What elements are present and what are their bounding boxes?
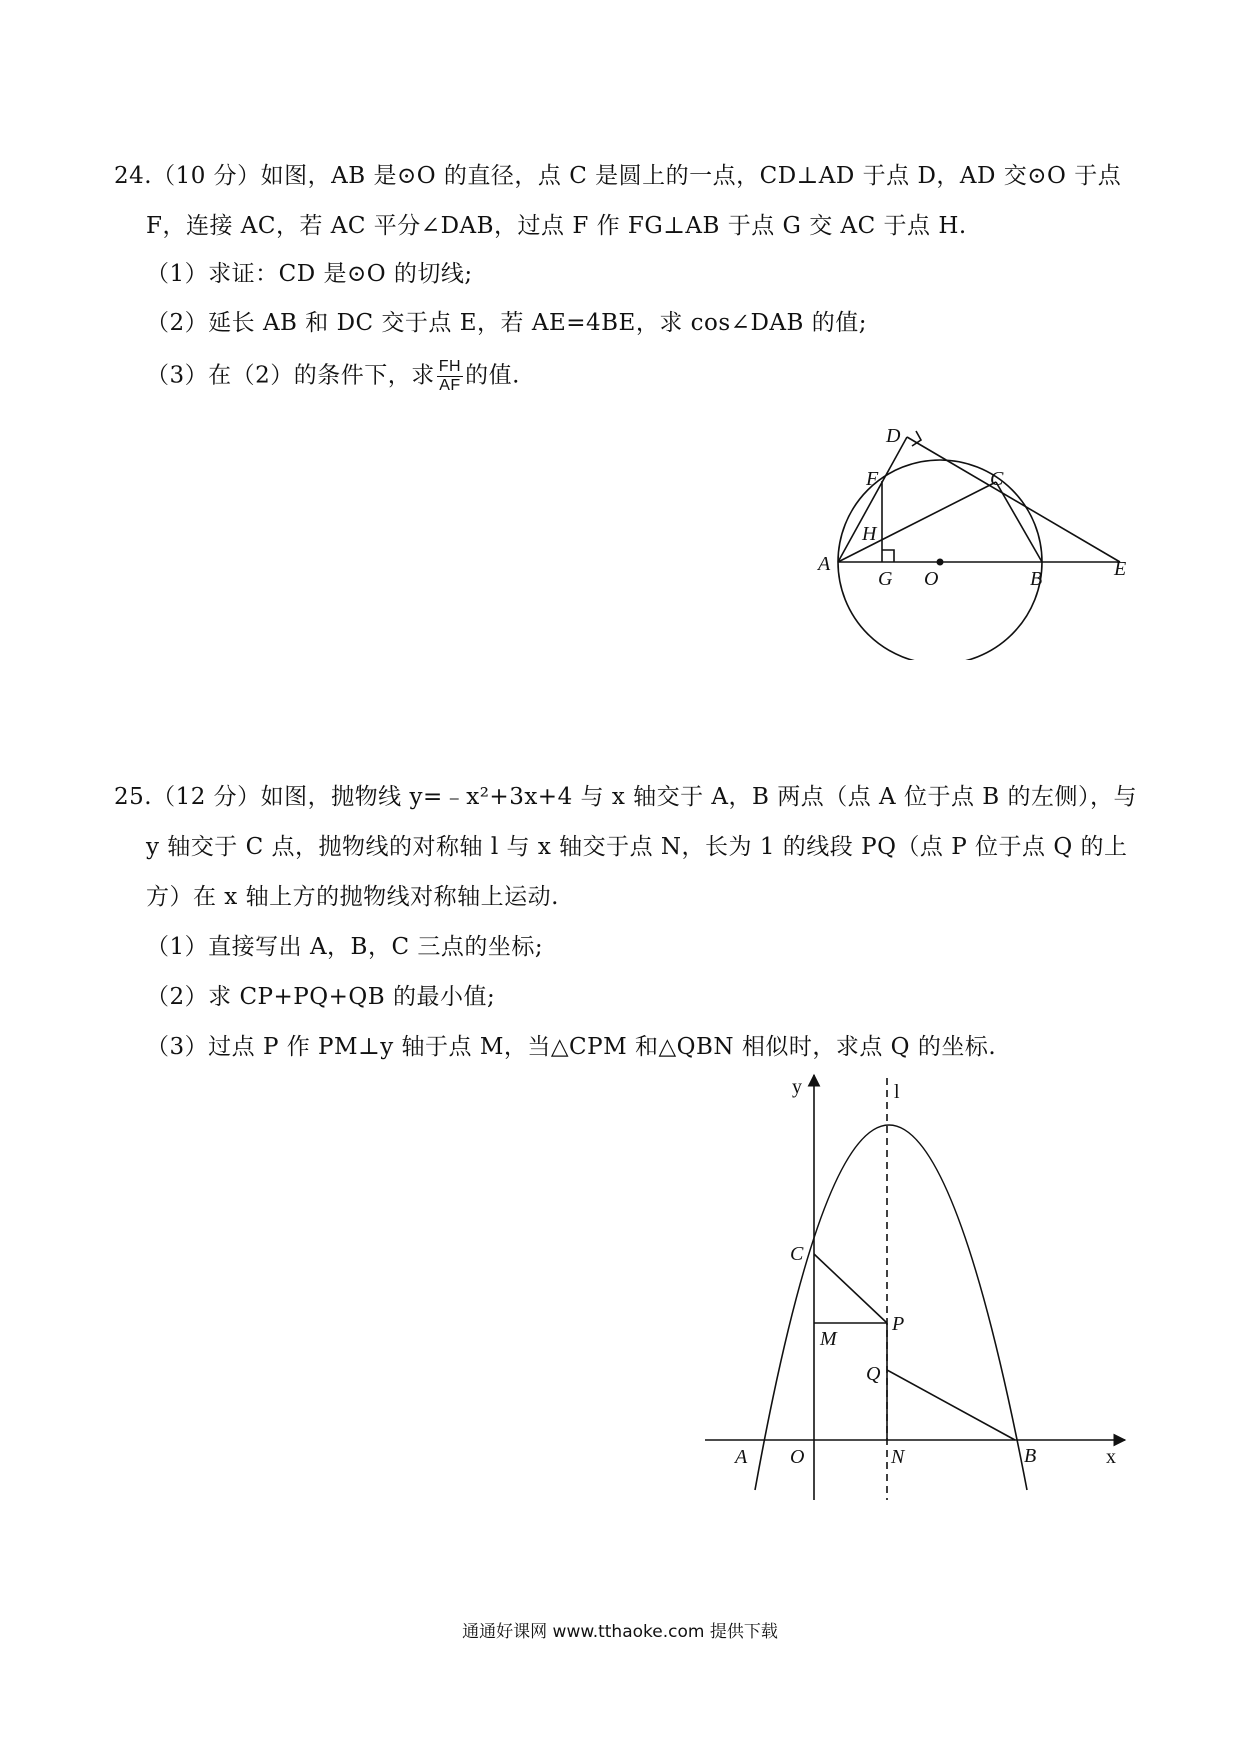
q25-stem-line2: y 轴交于 C 点，抛物线的对称轴 l 与 x 轴交于点 N，长为 1 的线段 PQ（点 P 位于点 Q 的上	[146, 834, 1128, 860]
q25-figure	[700, 1065, 1140, 1515]
q24-stem-line1: 24.（10 分）如图，AB 是⊙O 的直径，点 C 是圆上的一点，CD⊥AD 于点 D，AD 交⊙O 于点	[114, 163, 1122, 189]
segment-qb	[887, 1370, 1015, 1440]
q25-stem-line3: 方）在 x 轴上方的抛物线对称轴上运动.	[146, 884, 559, 910]
label-f: F	[866, 468, 879, 490]
label-l: l	[894, 1081, 900, 1103]
q24-part1: （1）求证：CD 是⊙O 的切线;	[146, 261, 473, 287]
q25-parabola-diagram	[700, 1065, 1140, 1515]
fraction-fh-af	[437, 358, 463, 395]
label-h: H	[862, 523, 877, 545]
line-cb	[996, 482, 1042, 562]
label-g: G	[878, 568, 893, 590]
q24-part3-suffix: 的值.	[465, 362, 520, 389]
q24-part3	[146, 358, 520, 395]
center-point-o	[937, 559, 944, 566]
q25-part1: （1）直接写出 A，B，C 三点的坐标;	[146, 934, 544, 960]
label-o: O	[790, 1446, 805, 1468]
label-n: N	[891, 1446, 905, 1468]
label-b: B	[1024, 1445, 1037, 1467]
label-d: D	[886, 425, 901, 447]
label-q: Q	[866, 1363, 881, 1385]
label-x-axis: x	[1106, 1446, 1116, 1468]
right-angle-g	[882, 550, 894, 562]
q24-part2: （2）延长 AB 和 DC 交于点 E，若 AE=4BE，求 cos∠DAB 的值;	[146, 310, 867, 336]
q24-geometry-diagram	[810, 420, 1140, 660]
page-footer: 通通好课网 www.tthaoke.com 提供下载	[462, 1622, 778, 1642]
label-b: B	[1030, 568, 1043, 590]
q25-part2: （2）求 CP+PQ+QB 的最小值;	[146, 984, 496, 1010]
line-ac	[838, 482, 996, 562]
label-m: M	[820, 1328, 837, 1350]
q24-stem-line2: F，连接 AC，若 AC 平分∠DAB，过点 F 作 FG⊥AB 于点 G 交 AC 于点 H.	[146, 213, 967, 239]
parabola-curve	[755, 1125, 1027, 1490]
line-de	[907, 437, 1120, 562]
segment-cp	[814, 1254, 887, 1323]
label-c: C	[790, 1243, 804, 1265]
q25-stem-line1: 25.（12 分）如图，抛物线 y=﹣x²+3x+4 与 x 轴交于 A，B 两点（点 A 位于点 B 的左侧），与	[114, 784, 1137, 810]
label-a: A	[735, 1446, 748, 1468]
q24-figure	[810, 420, 1140, 660]
label-c: C	[990, 468, 1004, 490]
fraction-denominator: AF	[439, 377, 461, 394]
label-a: A	[818, 553, 831, 575]
label-p: P	[892, 1313, 905, 1335]
label-y-axis: y	[792, 1076, 802, 1098]
q25-part3: （3）过点 P 作 PM⊥y 轴于点 M，当△CPM 和△QBN 相似时，求点 Q 的坐标.	[146, 1034, 997, 1060]
label-e: E	[1114, 558, 1127, 580]
fraction-numerator: FH	[438, 358, 462, 375]
label-o: O	[924, 568, 939, 590]
q24-part3-prefix: （3）在（2）的条件下，求	[146, 362, 435, 389]
